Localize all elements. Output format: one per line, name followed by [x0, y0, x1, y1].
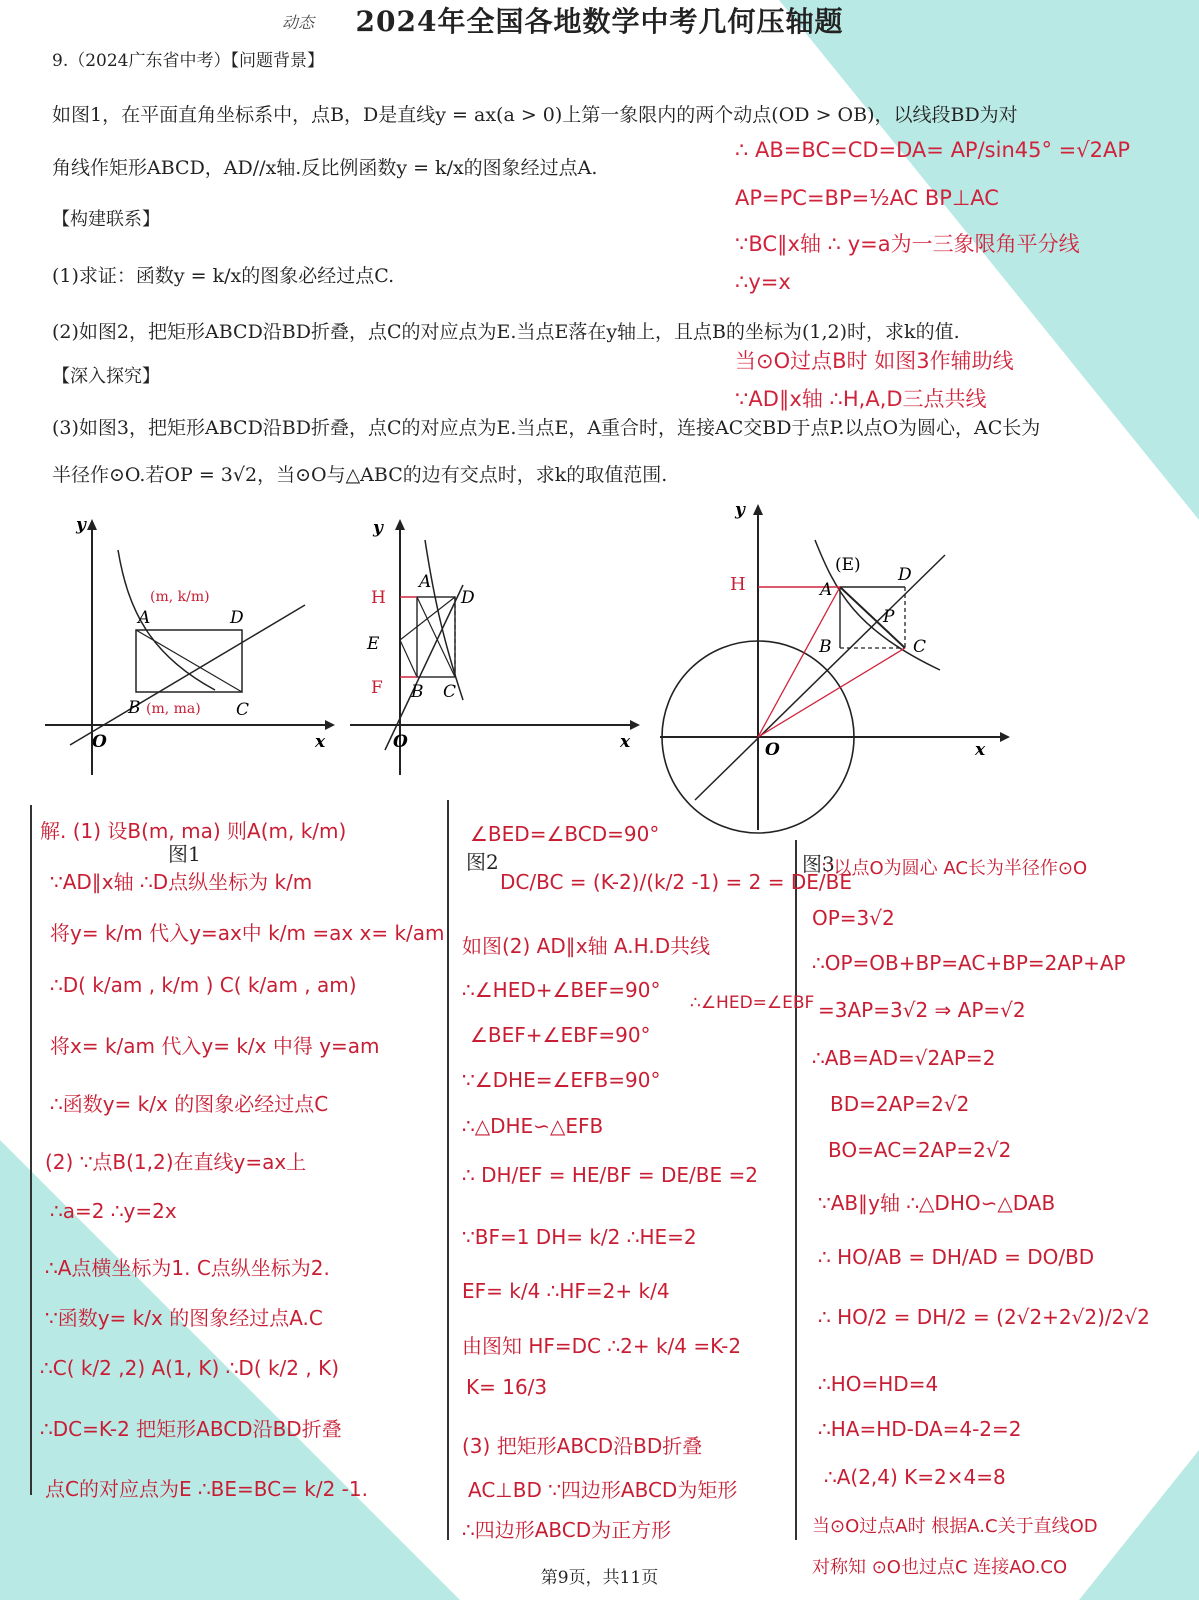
- column-divider-1: [447, 800, 449, 1540]
- question-3-line-1: (3)如图3，把矩形ABCD沿BD折叠，点C的对应点为E.当点E，A重合时，连接AC交BD于点P.以点O为圆心，AC长为: [52, 417, 1041, 439]
- problem-header: 9.（2024广东省中考）【问题背景】: [52, 51, 324, 71]
- note-point-a: (m, k/m): [150, 589, 210, 605]
- solution-col2-line: 如图(2) AD∥x轴 A.H.D共线: [462, 934, 711, 958]
- figure-1: [40, 515, 340, 785]
- solution-col3-line: ∴ HO/AB = DH/AD = DO/BD: [818, 1245, 1095, 1269]
- side-note: ∴y=x: [735, 270, 791, 294]
- column-border-left: [30, 805, 32, 1495]
- page-title: 2024年全国各地数学中考几何压轴题: [355, 5, 844, 38]
- solution-col3-line: ∴HA=HD-DA=4-2=2: [818, 1417, 1022, 1441]
- solution-col3-line: ∴AB=AD=√2AP=2: [812, 1046, 996, 1070]
- solution-col2-line: DC/BC = (K-2)/(k/2 -1) = 2 = DE/BE: [500, 870, 852, 894]
- solution-col3-line: =3AP=3√2 ⇒ AP=√2: [818, 998, 1026, 1022]
- segment-eb: [400, 640, 417, 677]
- label-x: x: [620, 732, 631, 752]
- section-build-connection: 【构建联系】: [52, 209, 160, 230]
- solution-col3-line: ∴A(2,4) K=2×4=8: [824, 1465, 1006, 1489]
- label-y: y: [735, 500, 745, 520]
- solution-col1-line: (2) ∵点B(1,2)在直线y=ax上: [45, 1150, 307, 1174]
- y-axis-arrow: [87, 519, 97, 530]
- page-footer: 第9页，共11页: [540, 1568, 659, 1588]
- solution-col2-line: K= 16/3: [466, 1375, 548, 1399]
- side-note: 当⊙O过点B时 如图3作辅助线: [735, 349, 1014, 373]
- label-o: O: [393, 732, 408, 752]
- solution-col2-line: ∵BF=1 DH= k/2 ∴HE=2: [462, 1225, 697, 1249]
- solution-col3-line: ∵AB∥y轴 ∴△DHO∽△DAB: [818, 1191, 1056, 1215]
- problem-background-line-2: 角线作矩形ABCD，AD//x轴.反比例函数y = k/x的图象经过点A.: [52, 157, 598, 179]
- x-axis-arrow: [630, 720, 640, 730]
- column-divider-2: [795, 840, 797, 1540]
- solution-col1-line: ∵AD∥x轴 ∴D点纵坐标为 k/m: [50, 870, 313, 894]
- label-x: x: [315, 732, 326, 752]
- hyperbola: [425, 540, 463, 700]
- label-o: O: [765, 740, 780, 760]
- x-axis-arrow: [325, 720, 335, 730]
- solution-col1-line: 将x= k/am 代入y= k/x 中得 y=am: [50, 1034, 380, 1058]
- solution-col3-line: BD=2AP=2√2: [830, 1092, 970, 1116]
- solution-col2-line: ∠BEF+∠EBF=90°: [470, 1023, 651, 1047]
- solution-col1-line: 将y= k/m 代入y=ax中 k/m =ax x= k/am: [50, 921, 445, 945]
- solution-col1-line: ∴A点横坐标为1. C点纵坐标为2.: [45, 1256, 330, 1280]
- question-3-line-2: 半径作⊙O.若OP = 3√2，当⊙O与△ABC的边有交点时，求k的取值范围.: [52, 464, 668, 486]
- label-d: D: [898, 565, 912, 585]
- solution-col3-line: BO=AC=2AP=2√2: [828, 1138, 1012, 1162]
- label-a: A: [419, 572, 432, 592]
- label-d: D: [230, 608, 244, 628]
- label-c: C: [236, 700, 250, 720]
- question-2: (2)如图2，把矩形ABCD沿BD折叠，点C的对应点为E.当点E落在y轴上，且点B的坐标为(1,2)时，求k的值.: [52, 321, 960, 343]
- label-a: A: [820, 580, 833, 600]
- solution-col2-line: ∴四边形ABCD为正方形: [462, 1518, 672, 1542]
- label-e: (E): [835, 555, 861, 575]
- label-h: H: [371, 588, 386, 608]
- solution-col2-line: 由图知 HF=DC ∴2+ k/4 =K-2: [462, 1334, 742, 1358]
- figure-2: [345, 515, 645, 785]
- label-b: B: [819, 637, 832, 657]
- solution-col1-line: ∴D( k/am , k/m ) C( k/am , am): [50, 973, 357, 997]
- solution-col3-line: OP=3√2: [812, 906, 895, 930]
- segment-oc: [758, 648, 905, 737]
- solution-col3-line: ∴ HO/2 = DH/2 = (2√2+2√2)/2√2: [818, 1305, 1150, 1329]
- figure-3-caption: 图3: [802, 852, 835, 876]
- solution-col2-line: ∵∠DHE=∠EFB=90°: [462, 1068, 661, 1092]
- solution-col2-line: ∠BED=∠BCD=90°: [470, 822, 660, 846]
- diagonal-ac: [840, 587, 905, 648]
- label-y: y: [373, 518, 383, 538]
- side-note: AP=PC=BP=½AC BP⊥AC: [735, 186, 999, 210]
- solution-col3-line: 对称知 ⊙O也过点C 连接AO.CO: [812, 1557, 1068, 1578]
- solution-col1-line: 解. (1) 设B(m, ma) 则A(m, k/m): [40, 819, 347, 843]
- hyperbola: [118, 550, 215, 690]
- label-d: D: [461, 588, 475, 608]
- label-h: H: [730, 574, 746, 595]
- label-b: B: [411, 682, 424, 702]
- section-deep-explore: 【深入探究】: [52, 366, 160, 387]
- diagonal-ac: [136, 630, 242, 692]
- teal-corner-top-right: [779, 0, 1199, 520]
- figure-1-caption: 图1: [168, 842, 201, 866]
- label-p: P: [883, 607, 895, 627]
- solution-col1-line: ∵函数y= k/x 的图象经过点A.C: [45, 1306, 323, 1330]
- label-b: B: [128, 698, 141, 718]
- solution-col2-line: (3) 把矩形ABCD沿BD折叠: [462, 1434, 703, 1458]
- label-a: A: [138, 608, 151, 628]
- y-axis-arrow: [395, 519, 405, 530]
- label-e: E: [367, 634, 380, 654]
- solution-col1-line: ∴函数y= k/x 的图象必经过点C: [50, 1092, 329, 1116]
- solution-col2-line: ∴ DH/EF = HE/BF = DE/BE =2: [462, 1163, 758, 1187]
- side-note: ∴ AB=BC=CD=DA= AP/sin45° =√2AP: [735, 138, 1131, 162]
- question-1: (1)求证：函数y = k/x的图象必经过点C.: [52, 265, 395, 287]
- solution-col1-line: ∴DC=K-2 把矩形ABCD沿BD折叠: [40, 1417, 342, 1441]
- x-axis-arrow: [1000, 732, 1010, 742]
- solution-col2-line: ∴∠HED+∠BEF=90°: [462, 978, 661, 1002]
- solution-col1-line: ∴C( k/2 ,2) A(1, K) ∴D( k/2 , K): [40, 1356, 340, 1380]
- diagonal-ac: [417, 597, 455, 677]
- label-c: C: [443, 682, 457, 702]
- label-x: x: [975, 740, 986, 760]
- figure-3: [655, 500, 1025, 840]
- segment-oa: [758, 587, 840, 737]
- handwritten-signature: 动态: [282, 13, 315, 32]
- note-point-b: (m, ma): [146, 701, 201, 717]
- label-c: C: [913, 637, 927, 657]
- solution-col3-line: ∴OP=OB+BP=AC+BP=2AP+AP: [812, 951, 1126, 975]
- label-y: y: [76, 515, 86, 535]
- y-axis-arrow: [753, 504, 763, 515]
- solution-col3-line: ∵以点O为圆心 AC长为半径作⊙O: [822, 858, 1088, 879]
- solution-col2-line: ∴∠HED=∠EBF: [690, 993, 815, 1013]
- solution-col2-line: ∴△DHE∽△EFB: [462, 1114, 604, 1138]
- label-o: O: [92, 732, 107, 752]
- solution-col2-line: AC⊥BD ∵四边形ABCD为矩形: [468, 1478, 738, 1502]
- solution-col2-line: EF= k/4 ∴HF=2+ k/4: [462, 1279, 670, 1303]
- solution-col3-line: ∴HO=HD=4: [818, 1372, 939, 1396]
- solution-col1-line: 点C的对应点为E ∴BE=BC= k/2 -1.: [45, 1477, 368, 1501]
- figure-2-caption: 图2: [466, 850, 499, 874]
- solution-col3-line: 当⊙O过点A时 根据A.C关于直线OD: [812, 1516, 1098, 1537]
- label-f: F: [371, 678, 383, 698]
- problem-background-line-1: 如图1，在平面直角坐标系中，点B，D是直线y = ax(a > 0)上第一象限内的两个动点(OD > OB)，以线段BD为对: [52, 104, 1018, 126]
- side-note: ∵AD∥x轴 ∴H,A,D三点共线: [735, 387, 987, 411]
- solution-col1-line: ∴a=2 ∴y=2x: [50, 1199, 177, 1223]
- side-note: ∵BC∥x轴 ∴ y=a为一三象限角平分线: [735, 232, 1080, 256]
